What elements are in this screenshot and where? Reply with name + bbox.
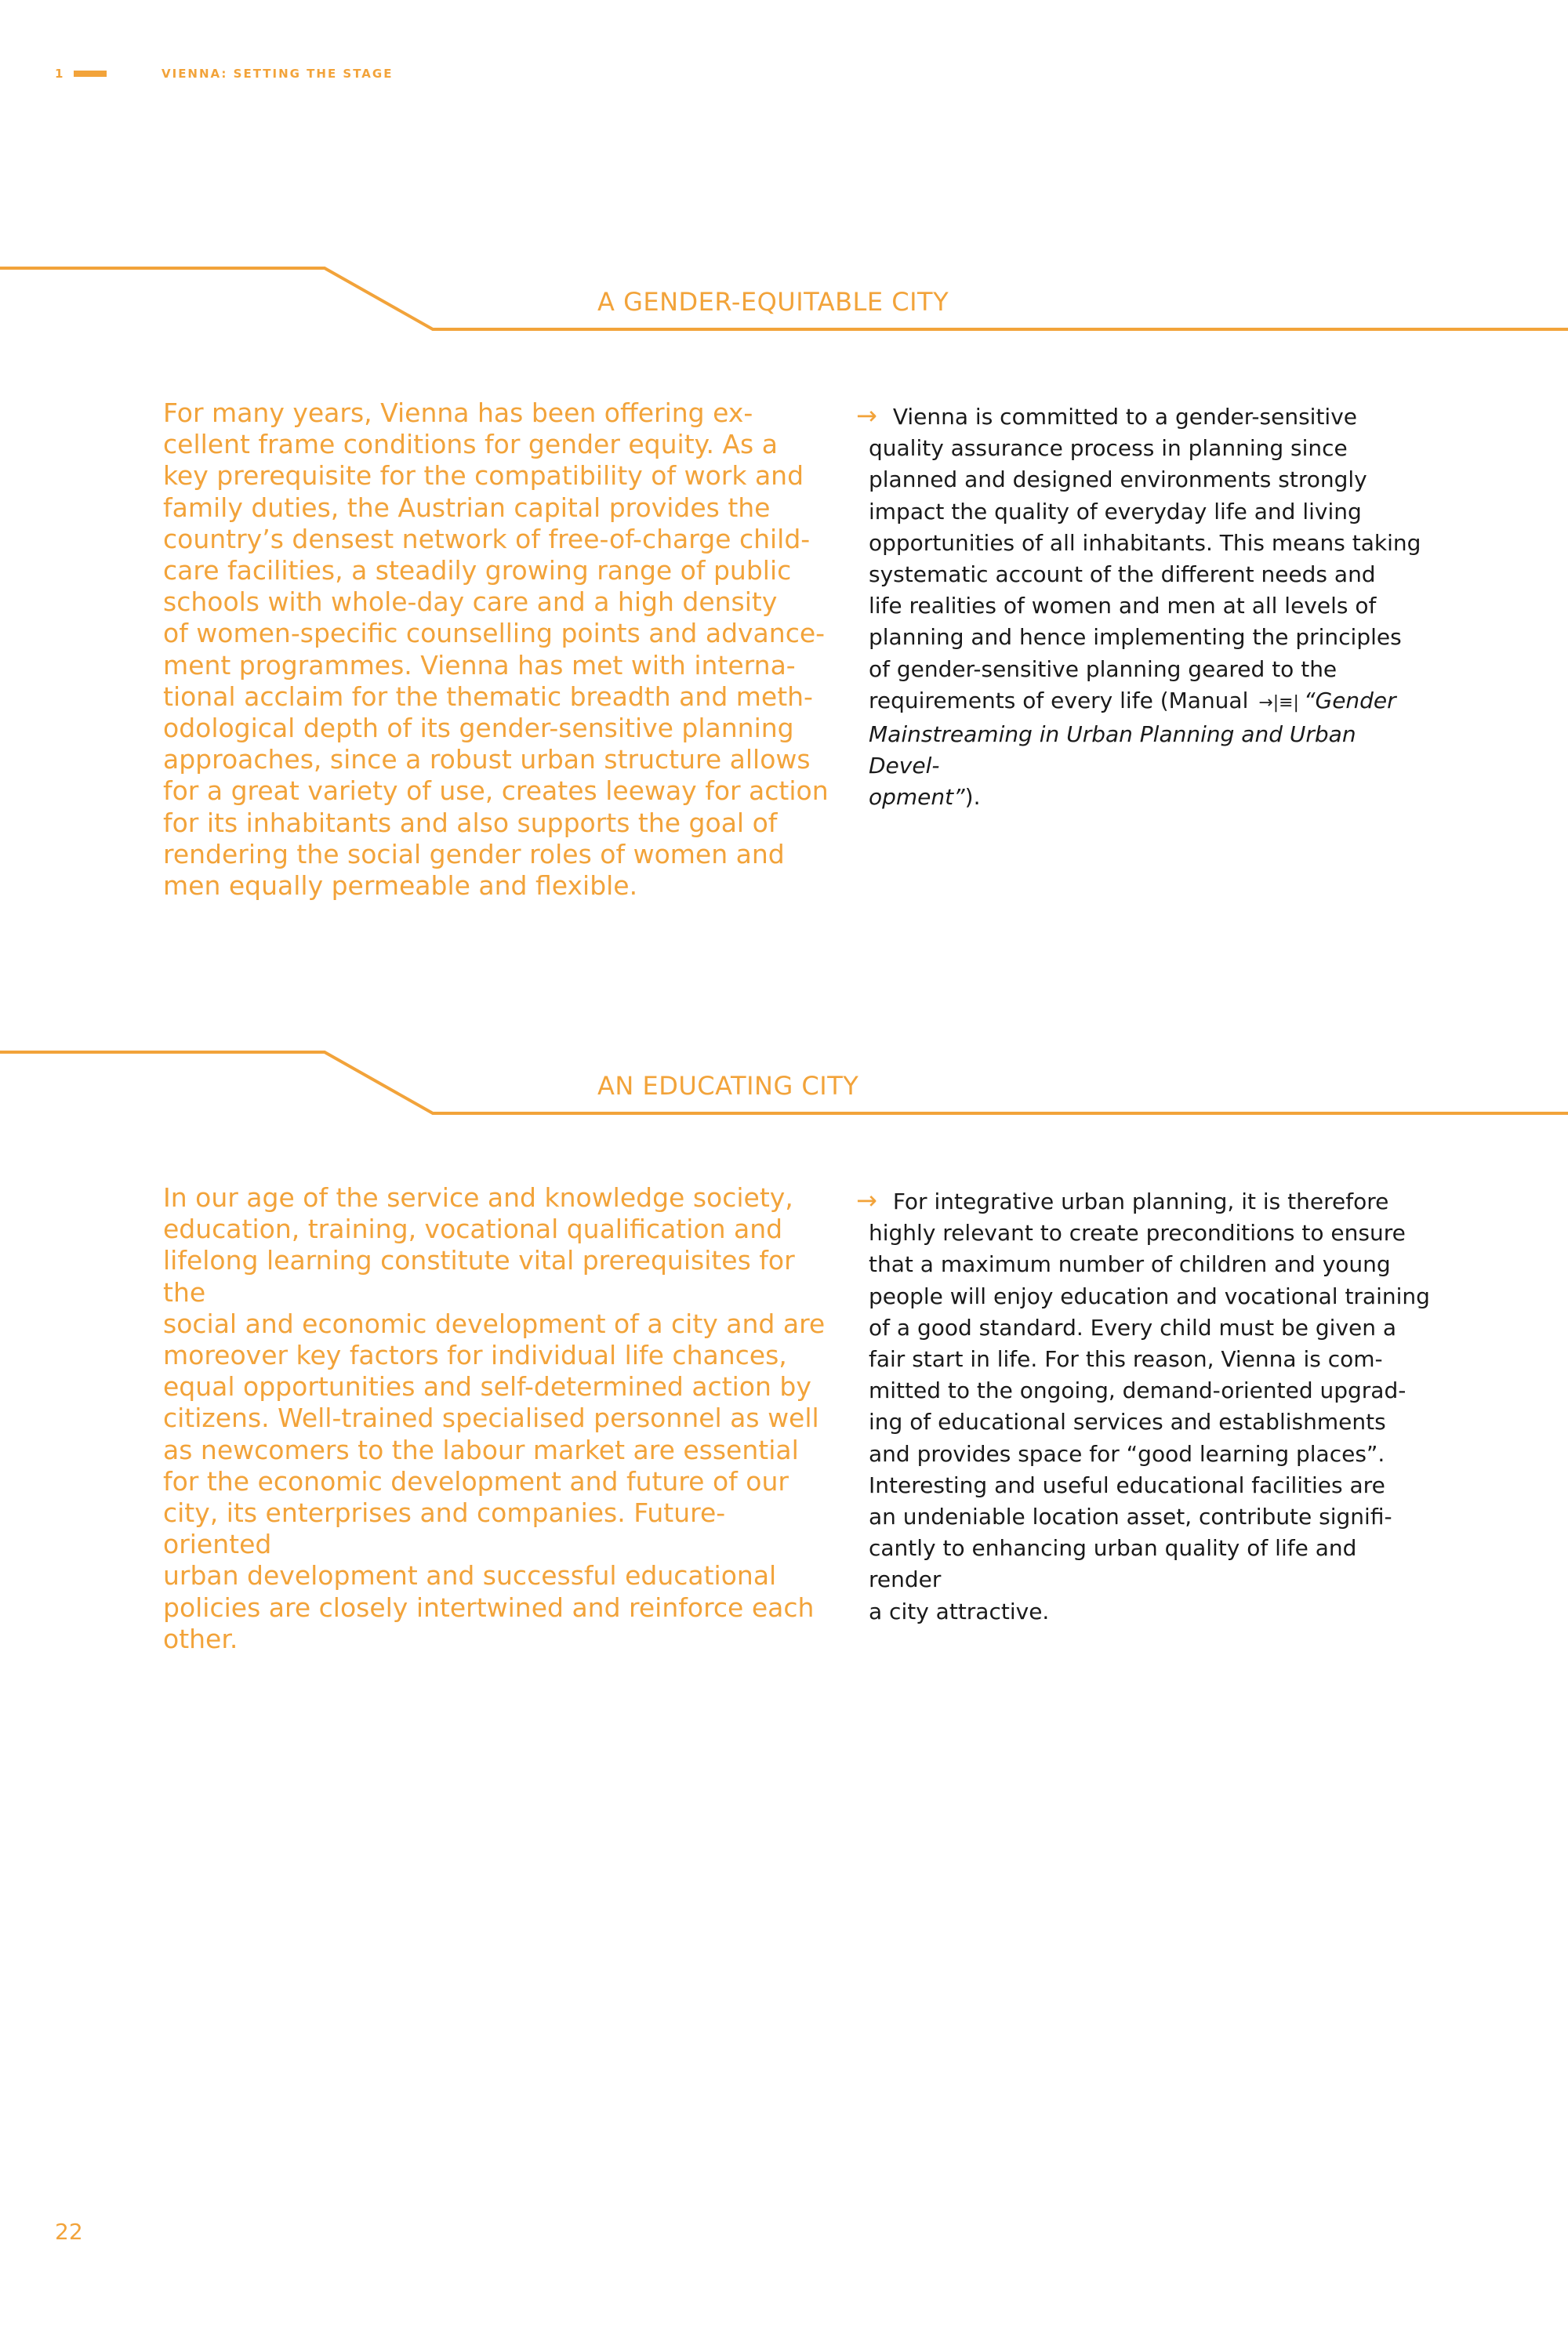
section-note-text: → For integrative urban planning, it is therefore highly relevant to create preconditions to ensure that a maximum number of children and young people will enjoy education and vocational training of a good standard. Every child must be given a fair start in life. For this reason, Vienna is com- mitted to the ongoing, demand-oriented upgrad- ing of educational services and establishments and provides space for “good learning places”. Interesting and useful educational facilities are an undeniable location asset, contribute signifi- cantly to enhancing urban quality of life and render a city attractive. bbox=[856, 1185, 1430, 1624]
manual-reference-icon: →|≡| bbox=[1258, 692, 1299, 713]
manual-reference-title: “Gender Mainstreaming in Urban Planning and Urban Devel- opment” bbox=[869, 687, 1396, 811]
section-title: AN EDUCATING CITY bbox=[597, 1071, 859, 1101]
chapter-title: VIENNA: SETTING THE STAGE bbox=[162, 67, 394, 81]
page-number: 22 bbox=[55, 2219, 83, 2245]
section-note-text: → Vienna is committed to a gender-sensitive quality assurance process in planning since planned and designed environments strongly impact the quality of everyday life and living opportunities of all inhabitants. This means taking systematic account of the different needs and life realities of women and men at all levels of planning and hence implementing the principles of gender-sensitive planning geared to the requirements of every life (Manual →|≡| “Gender Mainstreaming in Urban Planning and Urban Devel- opment”). bbox=[856, 401, 1421, 811]
arrow-right-icon: → bbox=[856, 1185, 877, 1215]
running-header bbox=[55, 64, 393, 83]
chapter-number: 1 bbox=[55, 67, 65, 81]
section-title: A GENDER-EQUITABLE CITY bbox=[597, 287, 949, 317]
chapter-marker-bar bbox=[74, 71, 107, 77]
section-intro-text: For many years, Vienna has been offering ex- cellent frame conditions for gender equity. As a key prerequisite for the compatibility of work and family duties, the Austrian capital provides the country’s densest network of free-of-charge child- care facilities, a steadily growing range of public schools with whole-day care and a high density of women-specific counselling points and advance- ment programmes. Vienna has met with interna- tional acclaim for the thematic breadth and meth- odological depth of its gender-sensitive planning approaches, since a robust urban structure allows for a great variety of use, creates leeway for action for its inhabitants and also supports the goal of rendering the social gender roles of women and men equally permeable and flexible. bbox=[163, 397, 829, 902]
section-intro-text: In our age of the service and knowledge society, education, training, vocational qualification and lifelong learning constitute vital prerequisites for the social and economic development of a city and are moreover key factors for individual life chances, equal opportunities and self-determined action by citizens. Well-trained specialised personnel as well as newcomers to the labour market are essential for the economic development and future of our city, its enterprises and companies. Future-oriented urban development and successful educational policies are closely intertwined and reinforce each other. bbox=[163, 1182, 826, 1654]
arrow-right-icon: → bbox=[856, 401, 877, 430]
